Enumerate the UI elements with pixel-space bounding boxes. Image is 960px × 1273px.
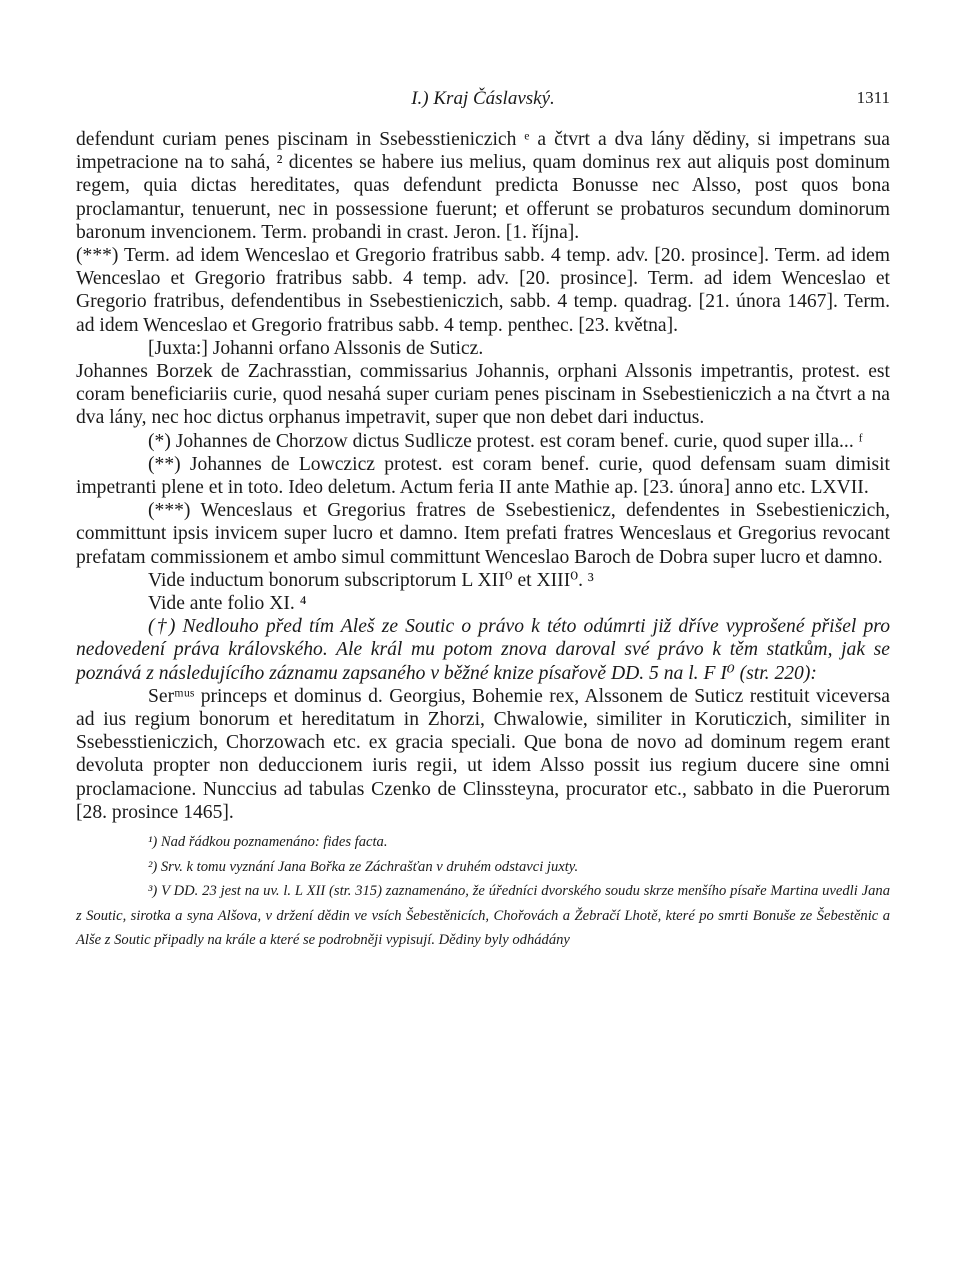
editorial-note: (†) Nedlouho před tím Aleš ze Soutic o právo k této odúmrti již dříve vyprošené přišel pro nedovedení práva královského. Ale král mu potom znova daroval své právo k těm statkům, jak se poznává z následujícího záznamu zapsaného v běžné knize písařově DD. 5 na l. F I⁰ (str. 220): [76, 616, 890, 684]
paragraph-vide-ante: Vide ante folio XI. ⁴ [148, 593, 307, 615]
paragraph-1: defendunt curiam penes piscinam in Ssebesstieniczich ᵉ a čtvrt a dva lány dědiny, si impetrans sua impetracione na to sahá, ² dicentes se habere ius melius, quam dominus rex aut aliquis post dominum regem, quia dictas hereditates, quas defendunt predicta Bonusse nec Alsso, post quos bona proclamantur, tenuerunt, nec in possessione fuerunt; et offerunt se probaturos secundum dominorum baronum invencionem. Term. probandi in crast. Jeron. [1. října]. [76, 129, 890, 243]
paragraph-borzek: Johannes Borzek de Zachrasstian, commissarius Johannis, orphani Alssonis impetrantis, protest. est coram beneficiariis curie, quod nesahá super curiam penes piscinam in Ssebestieniczich a na čtvrt a na dva lány, nec hoc dictus orphanus impetravit, super que non debet dari inductus. [76, 361, 890, 429]
page-header [76, 82, 890, 112]
paragraph-fratres: (***) Wenceslaus et Gregorius fratres de Ssebestienicz, defendentes in Ssebestieniczich, committunt ipsis invicem super lucro et damno. Item prefati fratres Wenceslaus et Gregorius revocant prefatam commissionem et ambo simul committunt Wenceslao Baroch de Dobra super lucro et damno. [76, 500, 890, 568]
footnotes [76, 830, 890, 953]
running-head: I.) Kraj Čáslavský. [411, 88, 555, 109]
footnote-3: ³) V DD. 23 jest na uv. l. L XII (str. 315) zaznamenáno, že úředníci dvorského soudu skrze menšího písaře Martina uvedli Jana z Soutic, sirotka a syna Alšova, v držení dědin ve vsích Šebestěnicích, Chořovách a Žebračí Lhotě, které po smrti Bonuše ze Šebestěnic a Alše z Soutic připadly na krále a které se podrobněji vypisují. Dědiny byly odhádány [76, 883, 890, 949]
page-number: 1311 [856, 88, 890, 107]
main-text [76, 128, 890, 824]
page [76, 82, 890, 953]
paragraph-vide-inductum: Vide inductum bonorum subscriptorum L XII⁰ et XIII⁰. ³ [148, 569, 594, 591]
paragraph-2: (***) Term. ad idem Wenceslao et Gregorio fratribus sabb. 4 temp. adv. [20. prosince]. Term. ad idem Wenceslao et Gregorio fratribus sabb. 4 temp. adv. [20. prosince]. Term. ad idem Wenceslao et Gregorio fratribus, defendentibus in Ssebestieniczich, sabb. 4 temp. quadrag. [21. února 1467]. Term. ad idem Wenceslao et Gregorio fratribus sabb. 4 temp. penthec. [23. května]. [76, 245, 890, 336]
paragraph-juxta: [Juxta:] Johanni orfano Alssonis de Suticz. [148, 337, 484, 359]
paragraph-chorzow: (*) Johannes de Chorzow dictus Sudlicze protest. est coram benef. curie, quod super illa... ᶠ [148, 430, 863, 452]
paragraph-lowczicz: (**) Johannes de Lowczicz protest. est coram benef. curie, quod defensam suam dimisit impetranti plene et in toto. Ideo deletum. Actum feria II ante Mathie ap. [23. února] anno etc. LXVII. [76, 453, 890, 499]
paragraph-georgius: Serᵐᵘˢ princeps et dominus d. Georgius, Bohemie rex, Alssonem de Suticz restituit viceversa ad ius regium bonorum et hereditatum in Zhorzi, Chwalowie, similiter in Koruticzich, similiter in Ssebesstieniczich, Chorzowach etc. ex gracia speciali. Que bona de novo ad dominum regem erant devoluta propter non deduccionem iuris regii, ut idem Alsso possit ius regium ducere sine omni proclamacione. Nunccius ad tabulas Czenko de Clinssteyna, procurator etc., sabbato in die Puerorum [28. prosince 1465]. [76, 685, 890, 823]
footnote-2: ²) Srv. k tomu vyznání Jana Bořka ze Záchrašťan v druhém odstavci juxty. [148, 858, 579, 875]
footnote-1: ¹) Nad řádkou poznamenáno: fides facta. [148, 834, 388, 851]
